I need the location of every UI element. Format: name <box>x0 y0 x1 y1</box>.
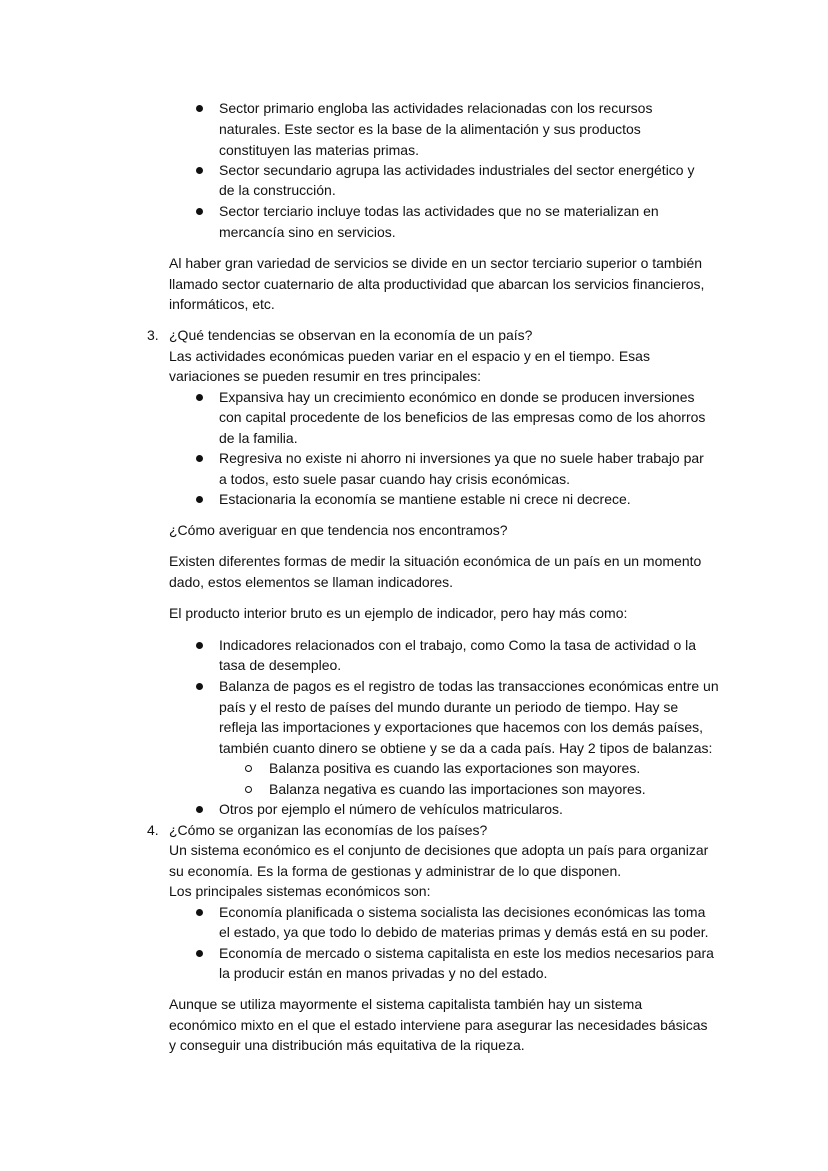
paragraph-line: Un sistema económico es el conjunto de decisiones que adopta un país para organizar <box>169 842 709 858</box>
text-line: Balanza negativa es cuando las importaciones son mayores. <box>269 781 646 797</box>
paragraph-line: Los principales sistemas económicos son: <box>169 883 431 899</box>
text-line: con capital procedente de los beneficios de las empresas como de los ahorros <box>219 409 706 425</box>
text-line: Estacionaria la economía se mantiene estable ni crece ni decrece. <box>219 491 631 507</box>
text-line: naturales. Este sector es la base de la alimentación y sus productos <box>219 121 641 137</box>
text-line: Balanza positiva es cuando las exportaciones son mayores. <box>269 760 641 776</box>
paragraph-line: Existen diferentes formas de medir la situación económica de un país en un momento <box>169 553 702 569</box>
text-line: Sector terciario incluye todas las actividades que no se materializan en <box>219 203 659 219</box>
sub-question: ¿Cómo averiguar en que tendencia nos encontramos? <box>169 522 508 538</box>
text-line: a todos, esto suele pasar cuando hay crisis económicas. <box>219 471 570 487</box>
paragraph-line: El producto interior bruto es un ejemplo de indicador, pero hay más como: <box>169 605 628 621</box>
circle-bullet-icon <box>245 786 252 793</box>
paragraph-line: Al haber gran variedad de servicios se divide en un sector terciario superior o también <box>169 255 703 271</box>
question-number: 3. <box>147 327 159 343</box>
question-heading: ¿Qué tendencias se observan en la economía de un país? <box>169 327 533 343</box>
text-line: de la familia. <box>219 430 298 446</box>
bullet-icon <box>196 167 203 174</box>
paragraph-line: informáticos, etc. <box>169 296 275 312</box>
bullet-icon <box>196 455 203 462</box>
text-line: tasa de desempleo. <box>219 657 342 673</box>
text-line: Expansiva hay un crecimiento económico en donde se producen inversiones <box>219 389 695 405</box>
text-line: Regresiva no existe ni ahorro ni inversiones ya que no suele haber trabajo par <box>219 450 704 466</box>
text-line: Indicadores relacionados con el trabajo, como Como la tasa de actividad o la <box>219 637 697 653</box>
paragraph-line: dado, estos elementos se llaman indicadores. <box>169 574 454 590</box>
bullet-icon <box>196 909 203 916</box>
text-line: Economía de mercado o sistema capitalista en este los medios necesarios para <box>219 945 714 961</box>
text-line: Economía planificada o sistema socialista las decisiones económicas las toma <box>219 904 706 920</box>
text-line: de la construcción. <box>219 182 336 198</box>
text-line: país y el resto de países del mundo durante un periodo de tiempo. Hay se <box>219 699 679 715</box>
paragraph-line: Las actividades económicas pueden variar en el espacio y en el tiempo. Esas <box>169 348 650 364</box>
text-line: la producir están en manos privadas y no del estado. <box>219 965 548 981</box>
bullet-icon <box>196 683 203 690</box>
bullet-icon <box>196 105 203 112</box>
paragraph-line: económico mixto en el que el estado interviene para asegurar las necesidades básicas <box>169 1017 708 1033</box>
text-line: también cuanto dinero se obtiene y se da a cada país. Hay 2 tipos de balanzas: <box>219 740 713 756</box>
text-line: Sector secundario agrupa las actividades industriales del sector energético y <box>219 162 695 178</box>
question-number: 4. <box>147 822 159 838</box>
paragraph-line: Aunque se utiliza mayormente el sistema capitalista también hay un sistema <box>169 996 643 1012</box>
text-line: refleja las importaciones y exportaciones que hacemos con los demás países, <box>219 719 704 735</box>
question-heading: ¿Cómo se organizan las economías de los países? <box>169 822 488 838</box>
bullet-icon <box>196 950 203 957</box>
bullet-icon <box>196 806 203 813</box>
text-line: Sector primario engloba las actividades relacionadas con los recursos <box>219 100 653 116</box>
bullet-icon <box>196 496 203 503</box>
text-line: Balanza de pagos es el registro de todas las transacciones económicas entre un <box>219 678 719 694</box>
paragraph-line: su economía. Es la forma de gestionas y administrar de lo que disponen. <box>169 863 622 879</box>
circle-bullet-icon <box>245 765 252 772</box>
text-line: mercancía sino en servicios. <box>219 224 396 240</box>
text-line: Otros por ejemplo el número de vehículos matricularos. <box>219 801 563 817</box>
paragraph-line: variaciones se pueden resumir en tres principales: <box>169 368 482 384</box>
paragraph-line: llamado sector cuaternario de alta productividad que abarcan los servicios financieros, <box>169 276 705 292</box>
text-line: constituyen las materias primas. <box>219 142 419 158</box>
paragraph-line: y conseguir una distribución más equitativa de la riqueza. <box>169 1037 525 1053</box>
text-line: el estado, ya que todo lo debido de materias primas y demás está en su poder. <box>219 924 709 940</box>
bullet-icon <box>196 394 203 401</box>
bullet-icon <box>196 208 203 215</box>
bullet-icon <box>196 642 203 649</box>
